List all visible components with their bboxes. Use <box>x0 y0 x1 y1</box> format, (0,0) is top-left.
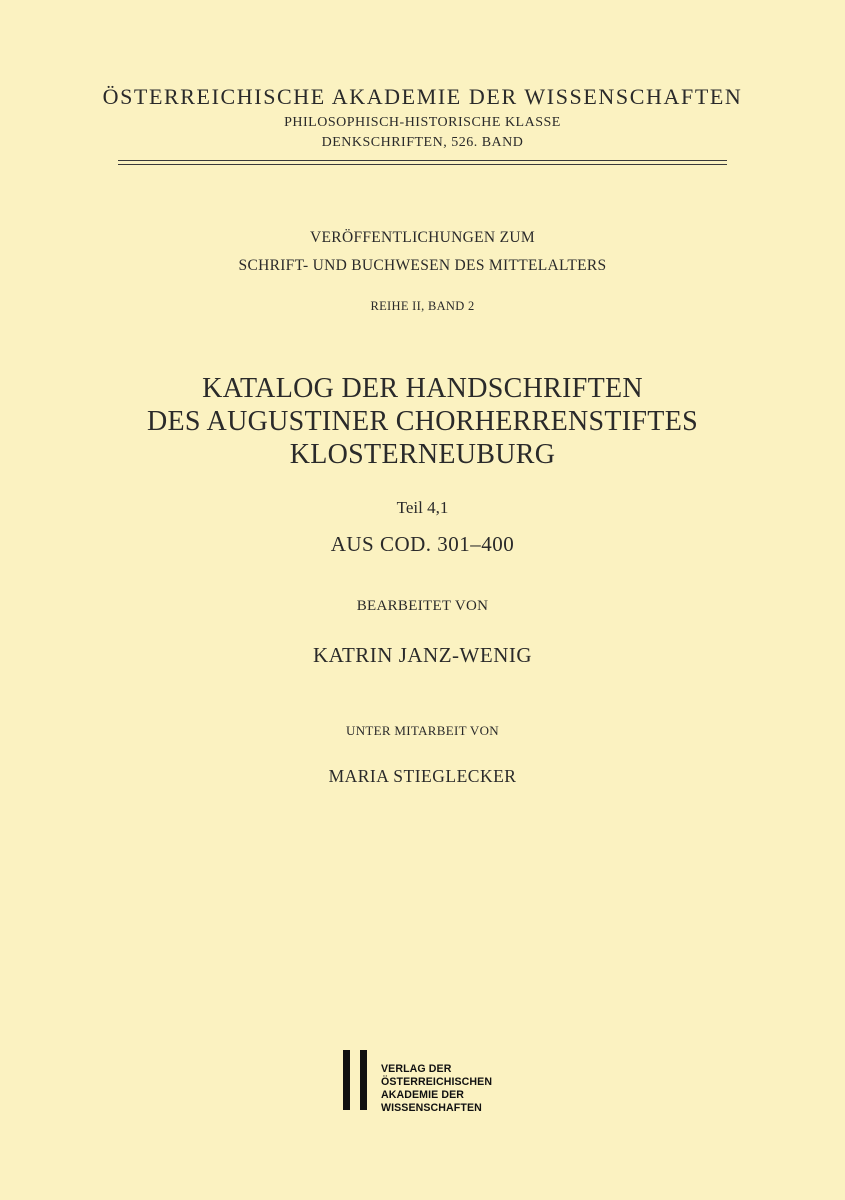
publisher-logo-bar-left <box>343 1050 350 1110</box>
series-number: REIHE II, BAND 2 <box>370 299 475 313</box>
edited-by-label: BEARBEITET VON <box>356 598 489 614</box>
book-title <box>0 372 845 471</box>
academy-class: PHILOSOPHISCH-HISTORISCHE KLASSE <box>284 115 561 130</box>
publisher-logo <box>343 1050 367 1110</box>
book-title-line1: KATALOG DER HANDSCHRIFTEN <box>202 373 643 404</box>
publisher-imprint <box>343 1050 493 1114</box>
header-rule-top <box>118 160 727 161</box>
series-title-line1: VERÖFFENTLICHUNGEN ZUM <box>310 229 535 246</box>
denkschriften-band: DENKSCHRIFTEN, 526. BAND <box>321 135 524 150</box>
publisher-name-line2: ÖSTERREICHISCHEN <box>381 1076 493 1088</box>
coauthor-name: MARIA STIEGLECKER <box>328 766 517 786</box>
book-title-line3: KLOSTERNEUBURG <box>289 439 556 470</box>
collaboration-label: UNTER MITARBEIT VON <box>346 723 499 738</box>
book-title-line2: DES AUGUSTINER CHORHERRENSTIFTES <box>147 406 698 437</box>
book-subtitle: AUS COD. 301–400 <box>330 532 515 556</box>
publisher-name <box>381 1063 492 1115</box>
volume-part: Teil 4,1 <box>396 498 449 517</box>
series-title-line2: SCHRIFT- UND BUCHWESEN DES MITTELALTERS <box>238 257 607 274</box>
publisher-logo-bar-right <box>360 1050 367 1110</box>
publisher-name-line4: WISSENSCHAFTEN <box>381 1102 482 1114</box>
publisher-name-line1: VERLAG DER <box>381 1063 452 1075</box>
header-rule-bottom <box>118 164 727 165</box>
academy-name: ÖSTERREICHISCHE AKADEMIE DER WISSENSCHAFTEN <box>102 84 743 109</box>
author-name: KATRIN JANZ-WENIG <box>312 643 533 667</box>
publisher-name-line3: AKADEMIE DER <box>381 1089 465 1101</box>
